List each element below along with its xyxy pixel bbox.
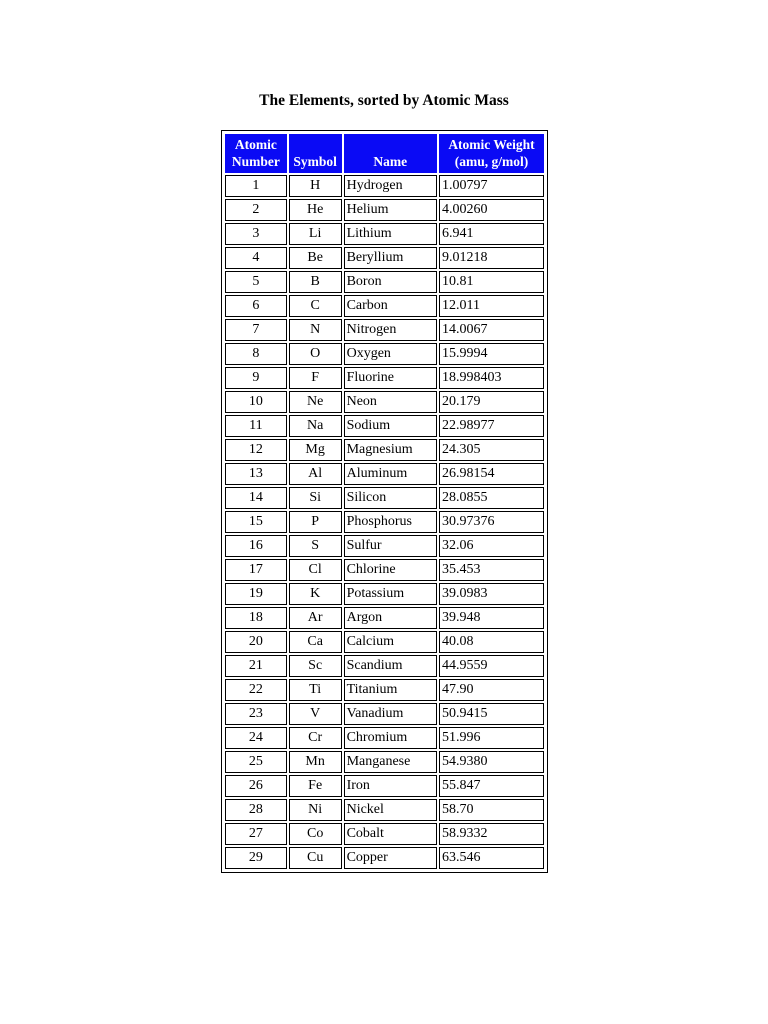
atomic-weight-cell: 4.00260	[439, 199, 544, 221]
name-cell: Potassium	[344, 583, 437, 605]
atomic-number-cell: 1	[225, 175, 287, 197]
atomic-weight-cell: 1.00797	[439, 175, 544, 197]
symbol-cell: Mn	[289, 751, 342, 773]
name-cell: Copper	[344, 847, 437, 869]
atomic-number-cell: 9	[225, 367, 287, 389]
name-cell: Hydrogen	[344, 175, 437, 197]
atomic-weight-cell: 39.948	[439, 607, 544, 629]
table-row	[225, 439, 544, 461]
atomic-number-cell: 8	[225, 343, 287, 365]
table-header	[225, 134, 544, 173]
atomic-weight-cell: 24.305	[439, 439, 544, 461]
symbol-cell: C	[289, 295, 342, 317]
table-row	[225, 319, 544, 341]
page-title: The Elements, sorted by Atomic Mass	[259, 92, 509, 109]
name-cell: Beryllium	[344, 247, 437, 269]
atomic-number-cell: 7	[225, 319, 287, 341]
table-row	[225, 463, 544, 485]
atomic-weight-cell: 14.0067	[439, 319, 544, 341]
atomic-number-cell: 12	[225, 439, 287, 461]
atomic-number-cell: 2	[225, 199, 287, 221]
table-row	[225, 751, 544, 773]
atomic-weight-cell: 58.70	[439, 799, 544, 821]
atomic-number-cell: 14	[225, 487, 287, 509]
table-row	[225, 415, 544, 437]
symbol-cell: O	[289, 343, 342, 365]
atomic-weight-cell: 40.08	[439, 631, 544, 653]
table-row	[225, 343, 544, 365]
table-row	[225, 823, 544, 845]
atomic-weight-cell: 55.847	[439, 775, 544, 797]
symbol-cell: Cr	[289, 727, 342, 749]
atomic-number-cell: 26	[225, 775, 287, 797]
table-row	[225, 199, 544, 221]
table-row	[225, 679, 544, 701]
symbol-cell: K	[289, 583, 342, 605]
name-cell: Titanium	[344, 679, 437, 701]
symbol-cell: Cu	[289, 847, 342, 869]
name-cell: Fluorine	[344, 367, 437, 389]
symbol-cell: S	[289, 535, 342, 557]
atomic-number-cell: 25	[225, 751, 287, 773]
atomic-number-cell: 21	[225, 655, 287, 677]
table-row	[225, 295, 544, 317]
header-atomic-weight-line2: (amu, g/mol)	[454, 154, 529, 169]
header-symbol: Symbol	[289, 134, 342, 173]
atomic-weight-cell: 58.9332	[439, 823, 544, 845]
table-row	[225, 799, 544, 821]
name-cell: Chromium	[344, 727, 437, 749]
atomic-number-cell: 4	[225, 247, 287, 269]
table-row	[225, 391, 544, 413]
symbol-cell: B	[289, 271, 342, 293]
name-cell: Carbon	[344, 295, 437, 317]
name-cell: Aluminum	[344, 463, 437, 485]
name-cell: Argon	[344, 607, 437, 629]
name-cell: Sodium	[344, 415, 437, 437]
atomic-weight-cell: 28.0855	[439, 487, 544, 509]
table-row	[225, 511, 544, 533]
table-row	[225, 223, 544, 245]
table-row	[225, 583, 544, 605]
name-cell: Nitrogen	[344, 319, 437, 341]
atomic-weight-cell: 12.011	[439, 295, 544, 317]
atomic-number-cell: 27	[225, 823, 287, 845]
atomic-number-cell: 24	[225, 727, 287, 749]
table-row	[225, 703, 544, 725]
symbol-cell: N	[289, 319, 342, 341]
atomic-weight-cell: 6.941	[439, 223, 544, 245]
atomic-number-cell: 22	[225, 679, 287, 701]
atomic-number-cell: 13	[225, 463, 287, 485]
symbol-cell: P	[289, 511, 342, 533]
atomic-number-cell: 18	[225, 607, 287, 629]
atomic-weight-cell: 47.90	[439, 679, 544, 701]
atomic-weight-cell: 39.0983	[439, 583, 544, 605]
atomic-weight-cell: 22.98977	[439, 415, 544, 437]
symbol-cell: Li	[289, 223, 342, 245]
symbol-cell: Mg	[289, 439, 342, 461]
name-cell: Chlorine	[344, 559, 437, 581]
symbol-cell: Cl	[289, 559, 342, 581]
symbol-cell: He	[289, 199, 342, 221]
atomic-weight-cell: 44.9559	[439, 655, 544, 677]
atomic-number-cell: 10	[225, 391, 287, 413]
atomic-number-cell: 23	[225, 703, 287, 725]
atomic-weight-cell: 50.9415	[439, 703, 544, 725]
atomic-weight-cell: 15.9994	[439, 343, 544, 365]
header-atomic-weight	[439, 134, 544, 173]
atomic-number-cell: 3	[225, 223, 287, 245]
atomic-number-cell: 20	[225, 631, 287, 653]
header-atomic-number-line1: Atomic	[234, 137, 277, 152]
symbol-cell: Ni	[289, 799, 342, 821]
name-cell: Iron	[344, 775, 437, 797]
symbol-cell: Na	[289, 415, 342, 437]
name-cell: Helium	[344, 199, 437, 221]
atomic-number-cell: 17	[225, 559, 287, 581]
symbol-cell: Be	[289, 247, 342, 269]
atomic-weight-cell: 9.01218	[439, 247, 544, 269]
elements-table-frame	[221, 130, 548, 873]
name-cell: Lithium	[344, 223, 437, 245]
table-row	[225, 727, 544, 749]
name-cell: Nickel	[344, 799, 437, 821]
atomic-number-cell: 19	[225, 583, 287, 605]
table-row	[225, 775, 544, 797]
atomic-weight-cell: 20.179	[439, 391, 544, 413]
atomic-weight-cell: 32.06	[439, 535, 544, 557]
table-row	[225, 175, 544, 197]
header-atomic-weight-line1: Atomic Weight	[448, 137, 535, 152]
atomic-number-cell: 28	[225, 799, 287, 821]
symbol-cell: V	[289, 703, 342, 725]
header-row	[225, 134, 544, 173]
symbol-cell: F	[289, 367, 342, 389]
table-row	[225, 559, 544, 581]
name-cell: Sulfur	[344, 535, 437, 557]
name-cell: Phosphorus	[344, 511, 437, 533]
name-cell: Calcium	[344, 631, 437, 653]
name-cell: Boron	[344, 271, 437, 293]
symbol-cell: Al	[289, 463, 342, 485]
symbol-cell: Ne	[289, 391, 342, 413]
table-row	[225, 535, 544, 557]
symbol-cell: Fe	[289, 775, 342, 797]
table-body	[225, 175, 544, 869]
name-cell: Vanadium	[344, 703, 437, 725]
header-atomic-number-line2: Number	[231, 154, 280, 169]
name-cell: Cobalt	[344, 823, 437, 845]
name-cell: Neon	[344, 391, 437, 413]
name-cell: Silicon	[344, 487, 437, 509]
table-row	[225, 247, 544, 269]
atomic-weight-cell: 51.996	[439, 727, 544, 749]
atomic-weight-cell: 54.9380	[439, 751, 544, 773]
header-name: Name	[344, 134, 437, 173]
name-cell: Manganese	[344, 751, 437, 773]
symbol-cell: H	[289, 175, 342, 197]
table-row	[225, 847, 544, 869]
symbol-cell: Co	[289, 823, 342, 845]
atomic-number-cell: 15	[225, 511, 287, 533]
table-row	[225, 607, 544, 629]
atomic-weight-cell: 30.97376	[439, 511, 544, 533]
table-row	[225, 271, 544, 293]
symbol-cell: Ca	[289, 631, 342, 653]
symbol-cell: Ar	[289, 607, 342, 629]
symbol-cell: Ti	[289, 679, 342, 701]
elements-table	[223, 132, 546, 871]
name-cell: Oxygen	[344, 343, 437, 365]
symbol-cell: Si	[289, 487, 342, 509]
header-atomic-number	[225, 134, 287, 173]
atomic-weight-cell: 10.81	[439, 271, 544, 293]
atomic-weight-cell: 63.546	[439, 847, 544, 869]
table-row	[225, 367, 544, 389]
symbol-cell: Sc	[289, 655, 342, 677]
name-cell: Magnesium	[344, 439, 437, 461]
atomic-number-cell: 29	[225, 847, 287, 869]
atomic-number-cell: 16	[225, 535, 287, 557]
table-row	[225, 655, 544, 677]
atomic-number-cell: 5	[225, 271, 287, 293]
atomic-number-cell: 11	[225, 415, 287, 437]
atomic-weight-cell: 18.998403	[439, 367, 544, 389]
name-cell: Scandium	[344, 655, 437, 677]
table-row	[225, 631, 544, 653]
atomic-number-cell: 6	[225, 295, 287, 317]
table-row	[225, 487, 544, 509]
atomic-weight-cell: 35.453	[439, 559, 544, 581]
atomic-weight-cell: 26.98154	[439, 463, 544, 485]
